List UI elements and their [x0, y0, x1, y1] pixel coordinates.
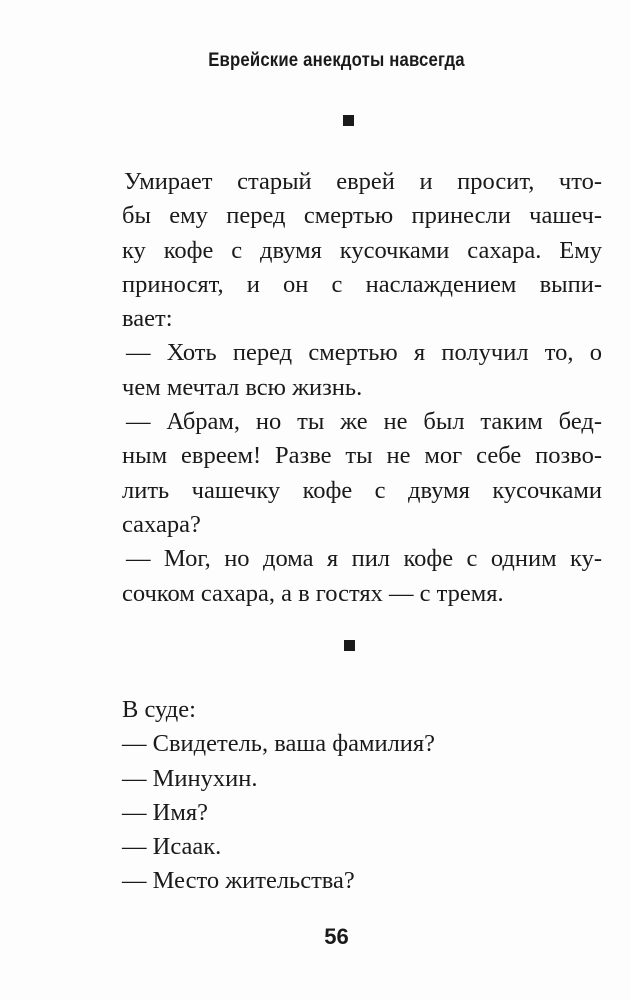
text-line: ку кофе с двумя кусочками сахара. Ему [122, 236, 602, 264]
text-line: вает: [122, 305, 173, 333]
text-line: бы ему перед смертью принесли чашеч- [122, 202, 602, 230]
text-line: Умирает старый еврей и просит, что- [124, 168, 602, 195]
page-number: 56 [324, 924, 349, 949]
joke-text-block [122, 693, 602, 899]
dialogue-line: — Свидетель, ваша фамилия? [122, 730, 436, 758]
text-line: В суде: [122, 696, 196, 723]
text-line: сахара? [122, 510, 201, 538]
dialogue-line: — Хоть перед смертью я получил то, о [126, 339, 602, 367]
text-line: чем мечтал всю жизнь. [122, 373, 363, 401]
section-separator [343, 115, 354, 126]
dialogue-line: — Имя? [122, 798, 208, 826]
dialogue-line: — Исаак. [122, 833, 222, 861]
running-title: Еврейские анекдоты навсегда [208, 50, 465, 71]
dialogue-line: — Место жительства? [122, 867, 355, 895]
joke-text-block [122, 165, 602, 611]
text-line: ным евреем! Разве ты не мог себе позво- [122, 442, 602, 470]
dialogue-line: — Минухин. [122, 764, 258, 792]
text-line: лить чашечку кофе с двумя кусочками [122, 476, 602, 504]
section-separator [344, 640, 355, 651]
text-line: сочком сахара, а в гостях — с тремя. [122, 579, 504, 607]
dialogue-line: — Абрам, но ты же не был таким бед- [126, 408, 602, 436]
dialogue-line: — Мог, но дома я пил кофе с одним ку- [126, 545, 602, 573]
text-line: приносят, и он с наслаждением выпи- [122, 270, 602, 298]
